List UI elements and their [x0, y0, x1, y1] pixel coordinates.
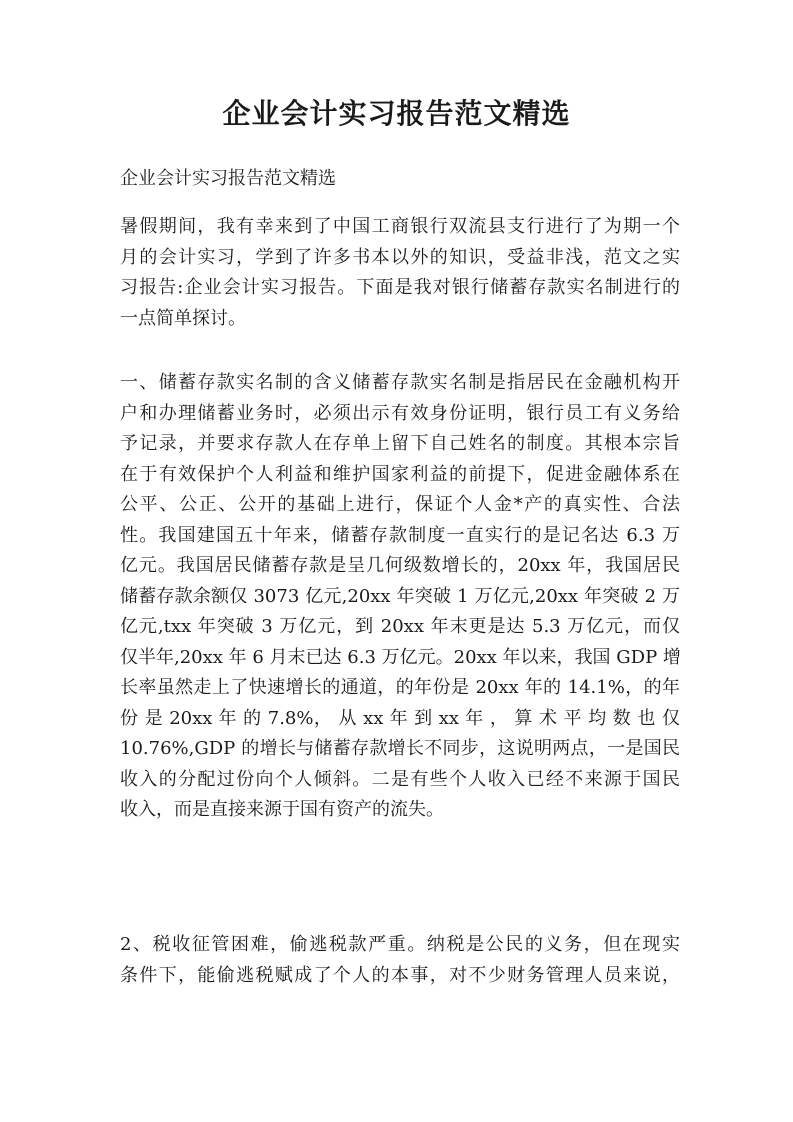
text-line: 长率虽然走上了快速增长的通道，的年份是 20xx 年的 14.1%，的年	[120, 677, 680, 698]
document-title: 企业会计实习报告范文精选	[222, 97, 571, 130]
text-line: 2、税收征管困难，偷逃税款严重。纳税是公民的义务，但在现实	[120, 934, 680, 955]
paragraph-section-1	[120, 368, 680, 826]
text-line: 收入，而是直接来源于国有资产的流失。	[120, 799, 444, 820]
text-line: 仅半年,20xx 年 6 月末已达 6.3 万亿元。20xx 年以来，我国 GDP 增	[120, 646, 681, 668]
text-line: 一点简单探讨。	[120, 307, 246, 329]
text-line: 收入的分配过份向个人倾斜。二是有些个人收入已经不来源于国民	[120, 768, 680, 790]
text-line: 条件下，能偷逃税赋成了个人的本事，对不少财务管理人员来说，	[120, 964, 680, 986]
text-line: 月的会计实习，学到了许多书本以外的知识，受益非浅，范文之实	[120, 246, 680, 268]
text-line: 储蓄存款余额仅 3073 亿元,20xx 年突破 1 万亿元,20xx 年突破 2 万	[120, 585, 680, 607]
text-line: 性。我国建国五十年来，储蓄存款制度一直实行的是记名达 6.3 万	[120, 524, 680, 546]
text-line: 予记录，并要求存款人在存单上留下自己姓名的制度。其根本宗旨	[120, 433, 680, 454]
text-line: 亿元,txx 年突破 3 万亿元，到 20xx 年末更是达 5.3 万亿元，而仅	[120, 616, 680, 637]
text-line: 公平、公正、公开的基础上进行，保证个人金*产的真实性、合法	[120, 494, 680, 515]
text-line: 亿元。我国居民储蓄存款是呈几何级数增长的，20xx 年，我国居民	[120, 555, 680, 576]
text-line: 户和办理储蓄业务时，必须出示有效身份证明，银行员工有义务给	[120, 402, 680, 424]
paragraph-section-2	[120, 930, 680, 991]
text-line: 份 是 20xx 年 的 7.8%， 从 xx 年 到 xx 年 ， 算 术 平 均 数 也 仅	[120, 707, 680, 729]
text-line: 10.76%,GDP 的增长与储蓄存款增长不同步，这说明两点，一是国民	[120, 738, 680, 759]
text-line: 习报告:企业会计实习报告。下面是我对银行储蓄存款实名制进行的	[120, 277, 680, 298]
text-line: 暑假期间，我有幸来到了中国工商银行双流县支行进行了为期一个	[120, 216, 680, 237]
text-line: 一、储蓄存款实名制的含义储蓄存款实名制是指居民在金融机构开	[120, 372, 680, 393]
document-subtitle: 企业会计实习报告范文精选	[120, 168, 336, 189]
paragraph-intro	[120, 212, 680, 334]
text-line: 在于有效保护个人利益和维护国家利益的前提下，促进金融体系在	[120, 463, 680, 485]
